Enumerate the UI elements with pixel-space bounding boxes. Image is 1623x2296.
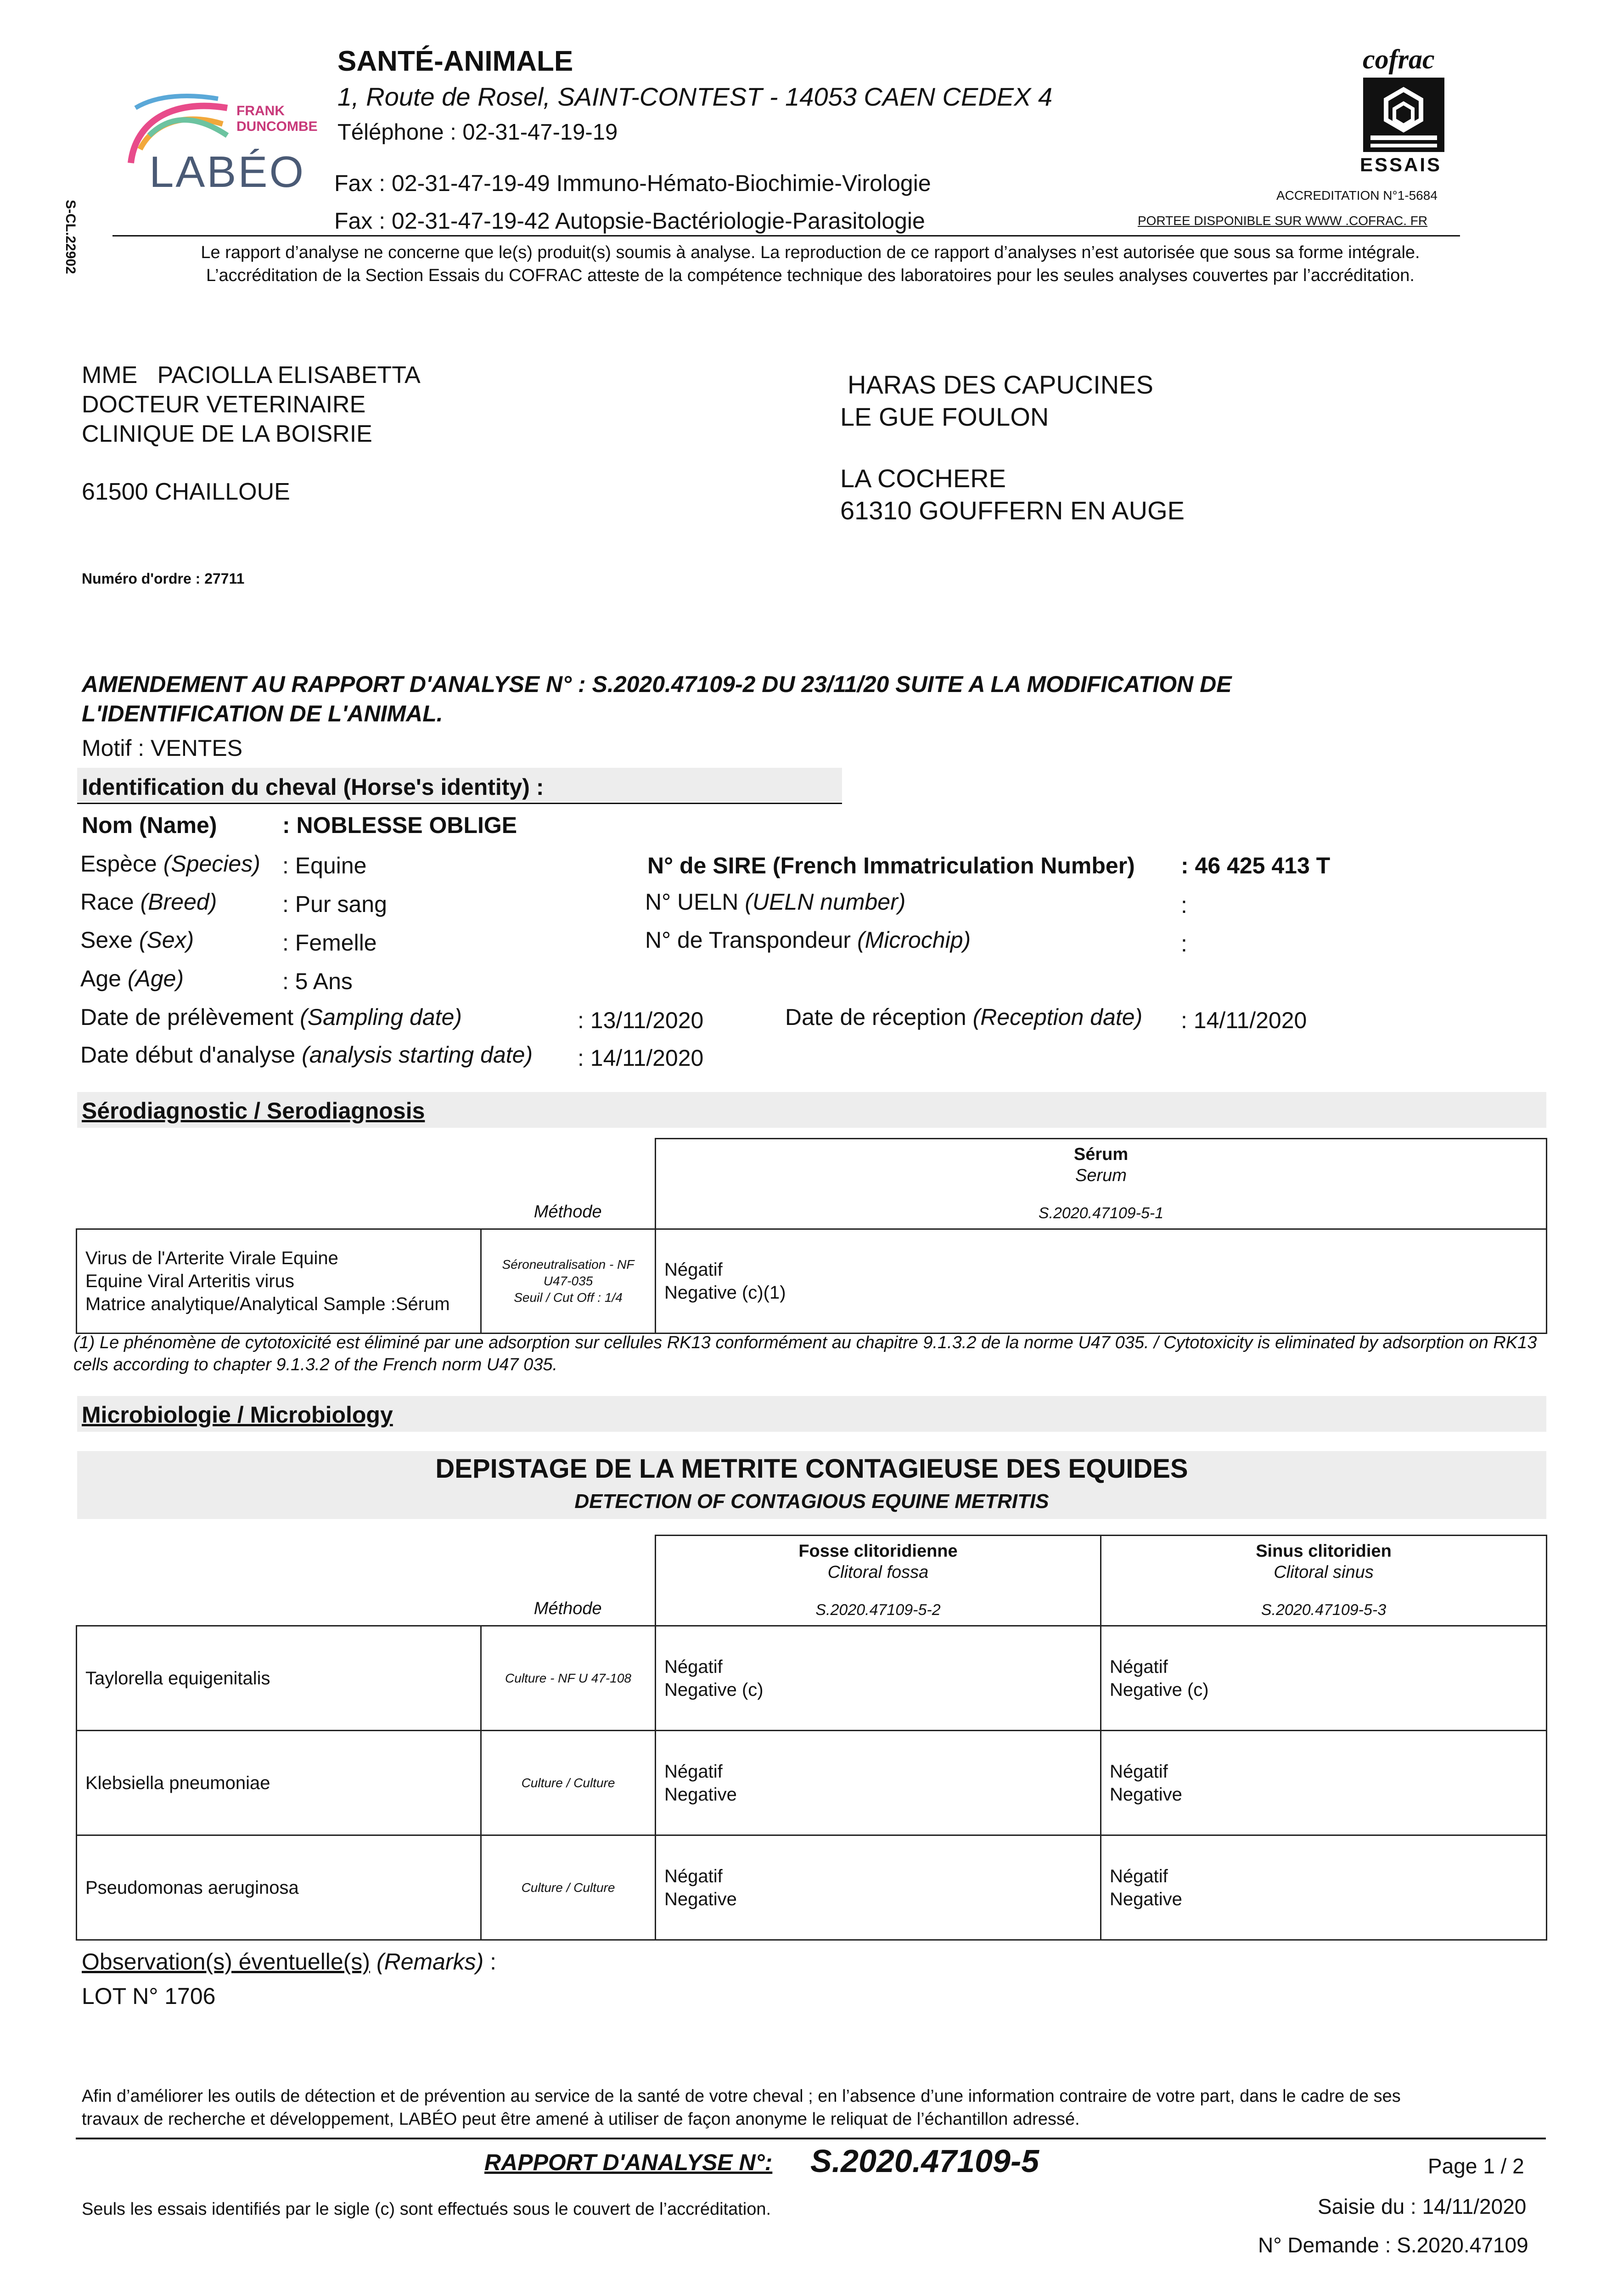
sex-label-fr: Sexe — [80, 927, 133, 953]
breed-label-fr: Race — [80, 889, 134, 915]
identification-underline — [77, 803, 842, 804]
method: Culture / Culture — [481, 1731, 656, 1835]
sire-label: N° de SIRE (French Immatriculation Number) — [647, 853, 1135, 878]
organism: Pseudomonas aeruginosa — [77, 1835, 481, 1940]
remarks-label-fr: Observation(s) éventuelle(s) — [82, 1949, 371, 1975]
page-number: Page 1 / 2 — [1428, 2154, 1524, 2178]
table-row — [77, 1626, 1547, 1731]
micro-corner — [77, 1536, 481, 1626]
method-line-3: Seuil / Cut Off : 1/4 — [514, 1290, 623, 1305]
transponder-label-fr: N° de Transpondeur — [645, 927, 851, 953]
cofrac-name: cofrac — [1363, 44, 1435, 74]
portee-link[interactable]: PORTEE DISPONIBLE SUR WWW .COFRAC. FR — [1138, 214, 1428, 228]
sampling-date-value: : 13/11/2020 — [578, 1007, 704, 1033]
result-en: Negative — [664, 1784, 737, 1805]
micro-method-header: Méthode — [534, 1599, 602, 1618]
lab-address: 1, Route de Rosel, SAINT-CONTEST - 14053 CAEN CEDEX 4 — [337, 82, 1053, 111]
species-label-fr: Espèce — [80, 851, 157, 877]
serology-note: (1) Le phénomène de cytotoxicité est éliminé par une adsorption sur cellules RK13 conformément au chapitre 9.1.3.2 de la norme U47 035. / Cytotoxicity is eliminated by adsorption on RK13 cells according to chapter 9.1.3.2 of the French norm U47 035. — [73, 1333, 1537, 1374]
header-divider — [112, 235, 1460, 236]
recipient-line-2: DOCTEUR VETERINAIRE — [82, 391, 366, 418]
sampling-date-label — [80, 1004, 462, 1030]
remarks-label — [82, 1948, 496, 1975]
sire-value: : 46 425 413 T — [1181, 853, 1331, 878]
serology-result — [656, 1229, 1547, 1334]
organism: Klebsiella pneumoniae — [77, 1731, 481, 1835]
serology-col-id: S.2020.47109-5-1 — [1038, 1204, 1164, 1222]
result-fr: Négatif — [664, 1761, 723, 1782]
serology-corner — [77, 1139, 481, 1229]
serology-col-fr: Sérum — [1073, 1145, 1129, 1164]
report-number-label: RAPPORT D'ANALYSE N°: — [484, 2150, 773, 2175]
serology-analyte — [77, 1229, 481, 1334]
col1-id: S.2020.47109-5-2 — [815, 1601, 941, 1619]
recipient-line-3: CLINIQUE DE LA BOISRIE — [82, 421, 372, 447]
table-row — [77, 1835, 1547, 1940]
entry-date: Saisie du : 14/11/2020 — [1318, 2195, 1527, 2218]
disclaimer-line-2: L’accréditation de la Section Essais du COFRAC atteste de la compétence technique des laboratoires pour les seules analyses couvertes par l’accréditation. — [206, 266, 1415, 285]
result-col1 — [656, 1626, 1101, 1731]
lab-fax-2: Fax : 02-31-47-19-42 Autopsie-Bactériologie-Parasitologie — [334, 208, 925, 234]
owner-line-2: LE GUE FOULON — [840, 402, 1049, 431]
method-line-2: U47-035 — [543, 1274, 593, 1288]
micro-col1-header — [656, 1536, 1101, 1626]
lab-telephone: Téléphone : 02-31-47-19-19 — [337, 120, 618, 145]
recipient-line-4: 61500 CHAILLOUE — [82, 478, 290, 505]
result-en: Negative (c) — [1110, 1679, 1209, 1700]
result-col1 — [656, 1731, 1101, 1835]
result-en: Negative — [1110, 1784, 1182, 1805]
reception-label-en: (Reception date) — [972, 1004, 1143, 1030]
ueln-label — [645, 889, 905, 915]
reception-date-label — [785, 1004, 1142, 1030]
disclaimer-line-1: Le rapport d’analyse ne concerne que le(s) produit(s) soumis à analyse. La reproduction de ce rapport d’analyses n’est autorisée que sous sa forme intégrale. — [201, 243, 1420, 262]
remarks-colon: : — [490, 1949, 497, 1975]
request-number: N° Demande : S.2020.47109 — [1258, 2233, 1528, 2257]
age-value: : 5 Ans — [282, 968, 353, 994]
serology-method — [481, 1229, 656, 1334]
metritis-heading-en: DETECTION OF CONTAGIOUS EQUINE METRITIS — [574, 1490, 1049, 1513]
breed-label — [80, 889, 217, 915]
transponder-label — [645, 927, 971, 953]
result-en: Negative (c)(1) — [664, 1283, 786, 1303]
sampling-label-en: (Sampling date) — [300, 1004, 462, 1030]
result-col2 — [1101, 1835, 1547, 1940]
sampling-label-fr: Date de prélèvement — [80, 1004, 294, 1030]
owner-line-3: LA COCHERE — [840, 464, 1006, 493]
microbiology-table — [76, 1535, 1547, 1941]
col2-en: Clitoral sinus — [1274, 1563, 1374, 1582]
col1-en: Clitoral fossa — [827, 1563, 929, 1582]
motif: Motif : VENTES — [82, 735, 243, 761]
species-label-en: (Species) — [163, 851, 260, 877]
method: Culture / Culture — [481, 1835, 656, 1940]
start-label-en: (analysis starting date) — [302, 1042, 533, 1068]
ueln-label-en: (UELN number) — [745, 889, 906, 915]
reception-date-value: : 14/11/2020 — [1181, 1007, 1307, 1033]
footer-info — [82, 2085, 1551, 2131]
breed-label-en: (Breed) — [140, 889, 217, 915]
accreditation-number: ACCREDITATION N°1-5684 — [1276, 188, 1438, 203]
method-line-1: Séroneutralisation - NF — [502, 1257, 635, 1272]
analyte-line-2: Equine Viral Arteritis virus — [85, 1271, 294, 1291]
recipient-line-1: MME PACIOLLA ELISABETTA — [82, 362, 421, 388]
reception-label-fr: Date de réception — [785, 1004, 966, 1030]
result-en: Negative (c) — [664, 1679, 764, 1700]
report-number: S.2020.47109-5 — [810, 2143, 1039, 2179]
table-row — [77, 1229, 1547, 1334]
transponder-label-en: (Microchip) — [857, 927, 971, 953]
ueln-value: : — [1181, 892, 1187, 918]
document-code: S-CL.22902 — [63, 200, 78, 274]
organism: Taylorella equigenitalis — [77, 1626, 481, 1731]
age-label-fr: Age — [80, 966, 121, 991]
result-fr: Négatif — [1110, 1866, 1168, 1886]
serology-title: Sérodiagnostic / Serodiagnosis — [82, 1098, 425, 1124]
identification-title: Identification du cheval (Horse's identity) : — [82, 774, 544, 800]
lab-name: SANTÉ-ANIMALE — [337, 45, 573, 77]
col1-fr: Fosse clitoridienne — [798, 1542, 958, 1561]
sex-label-en: (Sex) — [139, 927, 194, 953]
result-fr: Négatif — [664, 1656, 723, 1677]
microbiology-title: Microbiologie / Microbiology — [82, 1402, 393, 1428]
micro-col2-header — [1101, 1536, 1547, 1626]
lab-fax-1: Fax : 02-31-47-19-49 Immuno-Hémato-Biochimie-Virologie — [334, 170, 931, 196]
result-col1 — [656, 1835, 1101, 1940]
serology-table — [76, 1138, 1547, 1334]
owner-line-4: 61310 GOUFFERN EN AUGE — [840, 496, 1185, 525]
species-label — [80, 850, 260, 877]
disclaimer — [115, 241, 1506, 287]
table-row — [77, 1731, 1547, 1835]
name-label: Nom (Name) — [82, 812, 217, 838]
start-label-fr: Date début d'analyse — [80, 1042, 296, 1068]
owner-line-1: HARAS DES CAPUCINES — [848, 370, 1153, 399]
serology-column-header — [656, 1139, 1547, 1229]
serology-method-header: Méthode — [534, 1202, 602, 1221]
col2-id: S.2020.47109-5-3 — [1261, 1601, 1387, 1619]
analysis-start-label — [80, 1041, 533, 1068]
result-en: Negative — [1110, 1889, 1182, 1909]
footer-info-line-2: travaux de recherche et développement, LABÉO peut être amené à utiliser de façon anonyme le reliquat de l’échantillon adressé. — [82, 2110, 1080, 2129]
serology-col-en: Serum — [1075, 1166, 1127, 1185]
accreditation-note: Seuls les essais identifiés par le sigle (c) sont effectués sous le couvert de l’accréditation. — [82, 2200, 771, 2219]
amendment-line-1: AMENDEMENT AU RAPPORT D'ANALYSE N° : S.2020.47109-2 DU 23/11/20 SUITE A LA MODIFICATION DE — [82, 671, 1232, 697]
sex-label — [80, 927, 194, 953]
recipient-address — [82, 360, 421, 506]
cofrac-emblem-icon — [1361, 76, 1446, 154]
order-number: Numéro d'ordre : 27711 — [82, 570, 245, 587]
metritis-heading-fr: DEPISTAGE DE LA METRITE CONTAGIEUSE DES EQUIDES — [435, 1454, 1188, 1484]
amendment-line-2: L'IDENTIFICATION DE L'ANIMAL. — [82, 701, 443, 726]
result-col2 — [1101, 1626, 1547, 1731]
analysis-start-value: : 14/11/2020 — [578, 1045, 704, 1071]
result-col2 — [1101, 1731, 1547, 1835]
age-label — [80, 965, 184, 992]
method: Culture - NF U 47-108 — [481, 1626, 656, 1731]
col2-fr: Sinus clitoridien — [1256, 1542, 1392, 1561]
ueln-label-fr: N° UELN — [645, 889, 739, 915]
analyte-line-3: Matrice analytique/Analytical Sample :Sérum — [85, 1294, 450, 1314]
result-fr: Négatif — [664, 1260, 723, 1280]
sex-value: : Femelle — [282, 930, 377, 956]
breed-value: : Pur sang — [282, 891, 387, 917]
result-fr: Négatif — [1110, 1761, 1168, 1782]
result-en: Negative — [664, 1889, 737, 1909]
result-fr: Négatif — [664, 1866, 723, 1886]
logo-wordmark: LABÉO — [149, 147, 306, 197]
age-label-en: (Age) — [127, 966, 184, 991]
result-fr: Négatif — [1110, 1656, 1168, 1677]
footer-divider — [76, 2138, 1546, 2139]
lot-number: LOT N° 1706 — [82, 1983, 216, 2009]
analyte-line-1: Virus de l'Arterite Virale Equine — [85, 1248, 338, 1268]
owner-address — [840, 369, 1185, 527]
transponder-value: : — [1181, 931, 1187, 957]
cofrac-essais: ESSAIS — [1360, 154, 1442, 175]
remarks-label-en: (Remarks) — [376, 1949, 484, 1975]
amendment-title — [82, 670, 1459, 728]
name-value: : NOBLESSE OBLIGE — [282, 812, 517, 838]
logo-brand: FRANK DUNCOMBE — [236, 103, 318, 134]
footer-info-line-1: Afin d’améliorer les outils de détection et de prévention au service de la santé de votre cheval ; en l’absence d’une information contraire de votre part, dans le cadre de ses — [82, 2087, 1401, 2106]
species-value: : Equine — [282, 853, 367, 878]
